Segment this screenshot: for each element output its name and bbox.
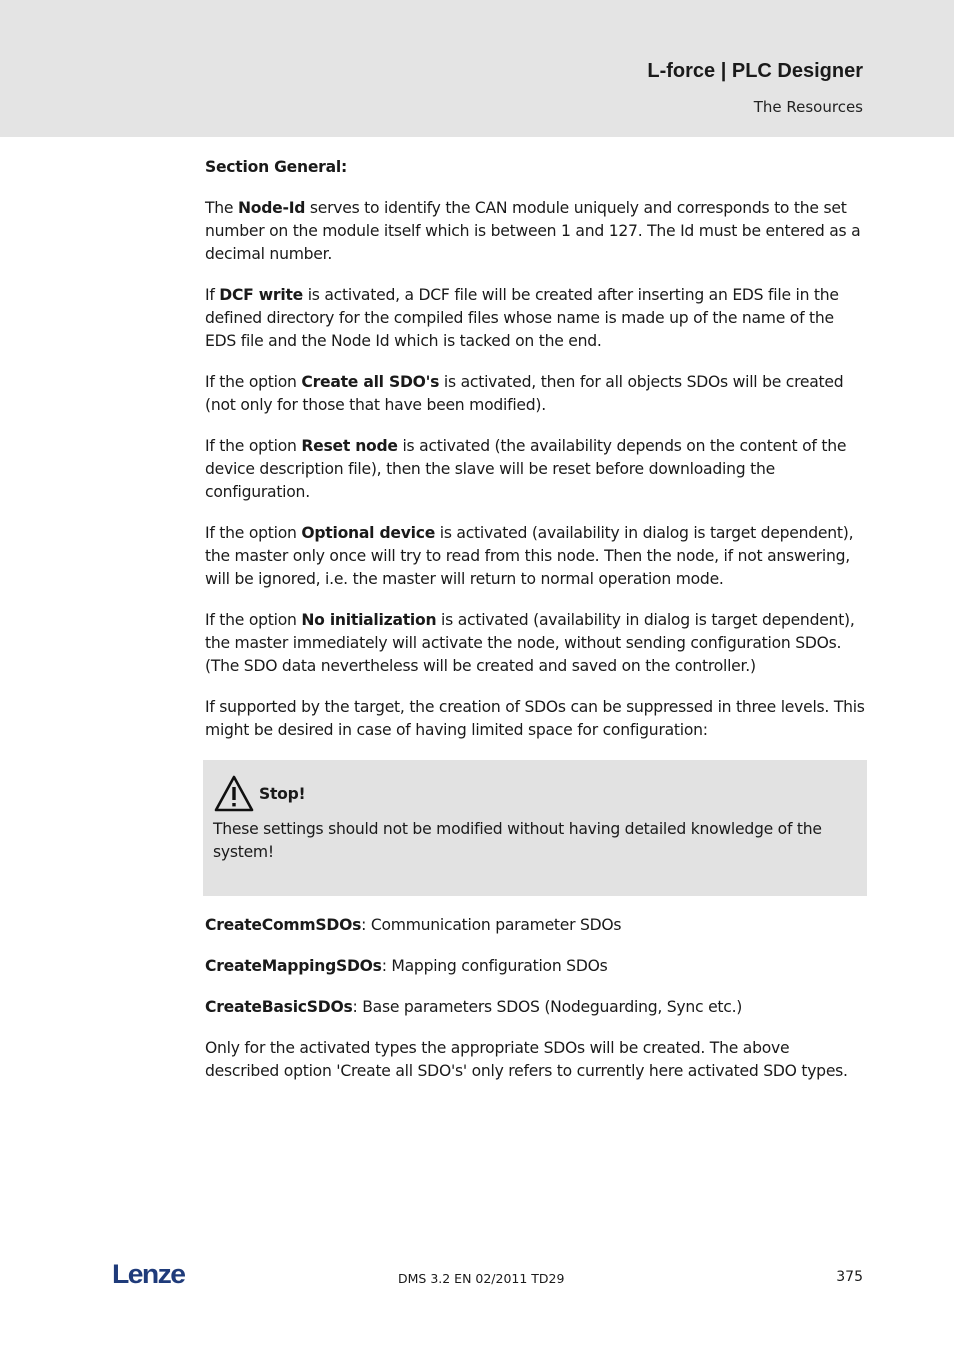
lenze-logo: Lenze bbox=[112, 1259, 185, 1289]
page-header bbox=[0, 0, 954, 137]
item-create-mapping-sdos: CreateMappingSDOs: Mapping configuration SDOs bbox=[205, 957, 608, 975]
paragraph-dcf-write: If DCF write is activated, a DCF file will be created after inserting an EDS file in the defined directory for the compiled files whose name is made up of the name of the EDS file and the Node Id which is tacked on the end. bbox=[205, 286, 839, 350]
footer-document-id: DMS 3.2 EN 02/2011 TD29 bbox=[398, 1271, 565, 1286]
page-number: 375 bbox=[836, 1269, 863, 1285]
main-content bbox=[205, 156, 865, 1101]
paragraph-activated-types: Only for the activated types the appropriate SDOs will be created. The above described option 'Create all SDO's' only refers to currently here activated SDO types. bbox=[205, 1039, 848, 1080]
stop-warning-box bbox=[203, 760, 867, 896]
header-title: L-force | PLC Designer bbox=[647, 60, 863, 82]
paragraph-create-all-sdos: If the option Create all SDO's is activated, then for all objects SDOs will be created (not only for those that have been modified). bbox=[205, 373, 844, 414]
section-heading: Section General: bbox=[205, 158, 347, 176]
stop-text: These settings should not be modified without having detailed knowledge of the system! bbox=[213, 820, 822, 861]
item-create-basic-sdos: CreateBasicSDOs: Base parameters SDOS (Nodeguarding, Sync etc.) bbox=[205, 998, 743, 1016]
item-create-comm-sdos: CreateCommSDOs: Communication parameter SDOs bbox=[205, 916, 622, 934]
header-subtitle: The Resources bbox=[753, 98, 863, 116]
paragraph-no-initialization: If the option No initialization is activated (availability in dialog is target dependent), the master immediately will activate the node, without sending configuration SDOs. (The SDO data nevertheless will be created and saved on the controller.) bbox=[205, 611, 855, 675]
warning-triangle-icon bbox=[213, 774, 255, 814]
stop-title: Stop! bbox=[259, 784, 306, 803]
paragraph-optional-device: If the option Optional device is activated (availability in dialog is target dependent), the master only once will try to read from this node. Then the node, if not answering, will be ignored, i.e. the master will return to normal operation mode. bbox=[205, 524, 854, 588]
paragraph-node-id: The Node-Id serves to identify the CAN module uniquely and corresponds to the set number on the module itself which is between 1 and 127. The Id must be entered as a decimal number. bbox=[205, 199, 861, 263]
paragraph-sdo-levels: If supported by the target, the creation of SDOs can be suppressed in three levels. This might be desired in case of having limited space for configuration: bbox=[205, 698, 865, 739]
stop-heading bbox=[213, 772, 857, 816]
paragraph-reset-node: If the option Reset node is activated (the availability depends on the content of the device description file), then the slave will be reset before downloading the configuration. bbox=[205, 437, 847, 501]
